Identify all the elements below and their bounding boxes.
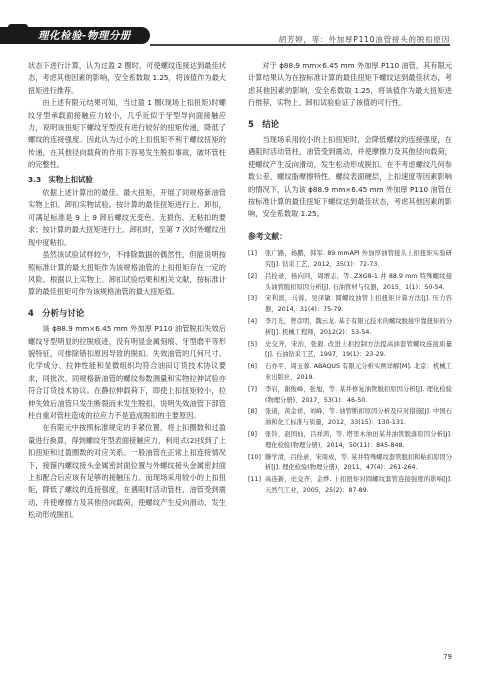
reference-number: [6] xyxy=(248,363,257,371)
reference-item xyxy=(248,475,452,497)
journal-name: 理化检验-物理分册 xyxy=(38,30,131,42)
reference-number: [5] xyxy=(248,340,257,348)
reference-item xyxy=(248,385,452,407)
reference-item xyxy=(248,272,452,294)
reference-item xyxy=(248,430,452,452)
paragraph: 虽然该试验试样较少，不排除数据的偶然性，但能说明按照标准计算的最大扭矩作为该规格油管的上扣扭矩存在一定的风险。根据以上实物上、卸扣试验结果和相关文献，按标准计算的最佳扭矩可作为该规格油管的最大扭矩值。 xyxy=(28,250,226,297)
reference-number: [1] xyxy=(248,250,257,258)
paragraph: 当现场采用较小的上扣扭矩时，会降低螺纹的连接强度，在遇阻时活动管柱，油管受到震动，并使摩擦力及其他径向载荷，使螺纹产生反向滑动，发生松动形成脱扣。在不考虑螺纹几何参数公差、螺纹脂摩擦特性、螺纹表面硬层，上扣速度等因素影响的情况下，认为该 ϕ88.9 mm×6.45 mm 外加厚 P110 油管在按标准计算的最佳扭矩下螺纹达到最佳状态，考虑其他因素的影响，安全系数取 1.25。 xyxy=(248,135,452,219)
reference-text: 张铃，赵国仙，吕祥鸿，等. 塔里木油田某井油管脱落原因分析[J]. 理化检验(物理分册)，2014，50(11)：845-848. xyxy=(265,431,452,449)
page-header xyxy=(0,0,480,50)
section-heading-3-3: 3.3 实物上扣试验 xyxy=(28,174,93,184)
paragraph: 该 ϕ88.9 mm×6.45 mm 外加厚 P110 油管脱扣失效后螺纹牙型明显的拉脱痕迹，没有明显金属刻痕、牙型磨平等形貌特征，可排除错扣原因导致的脱扣。失效油管的几何尺寸、化学成分、拉伸性能和显微组织均符合油田订货技术协议要求，同批次、同规格新油管的螺纹参数测量和实物拉伸试验亦符合订货技术协议。在静拉伸载荷下，即使上扣扭矩较小，拉伸失效后油管只发生断裂而未发生脱扣，说明失效油管下部管柱自重对管柱造成的拉应力不是造成脱扣的主要原因。 xyxy=(28,324,226,420)
reference-number: [11] xyxy=(248,476,261,484)
paragraph: 由上述有限元结果可知，当过盈 1 圈(现场上扣扭矩)时螺纹牙型承载面接触应力较小，几乎近似于牙型导向面接触应力，说明该扭矩下螺纹牙型没有进行较好的扭矩传递，降低了螺纹的连接强度。因此认为过小的上扣扭矩不利于螺纹扭矩的传递，在其他径向载荷的作用下容易发生脱扣事故，破坏管柱的完整性。 xyxy=(28,98,226,170)
reference-item xyxy=(248,317,452,339)
reference-text: 张道，黄金祥，刘峰，等. 油管断扣原因分析及应对措施[J]. 中国石油和化工标准与质量，2012，33(15)：130-131. xyxy=(265,408,452,427)
left-column xyxy=(28,60,226,522)
reference-text: 张广路，杨鹏，韩军. 89 mmAPI 外加厚油管接头上扣扭矩实验研究[J]. 钻采工艺，2012，35(1)：72-73. xyxy=(265,250,452,269)
reference-number: [3] xyxy=(248,295,257,303)
reference-item xyxy=(248,249,452,271)
references-heading: 参考文献： xyxy=(248,231,287,241)
reference-item xyxy=(248,362,452,384)
reference-text: 史交齐，宋治，张毅. 改进上扣控制方法提高油套管螺纹连接质量[J]. 石油钻采工艺，1997，19(1)：23-29. xyxy=(265,340,452,359)
reference-text: 石亦平，周玉蓉. ABAQUS 有限元分析实例详解[M]. 北京：机械工业出版社，2019. xyxy=(265,363,452,382)
reference-number: [8] xyxy=(248,408,257,416)
reference-text: 李岩，谢俊峰，张旭，等. 某井修复油管脱扣原因分析[J]. 理化检验(物理分册)，2017，53(1)：46-50. xyxy=(265,385,452,404)
reference-number: [10] xyxy=(248,453,261,461)
paragraph: 状态下进行计算，认为过盈 2 圈时，可使螺纹连接达到最佳状态，考虑其他因素的影响，安全系数取 1.25，将该值作为最大扭矩进行推荐。 xyxy=(28,61,226,95)
page-number: 79 xyxy=(443,653,452,661)
running-title: 胡芳婷，等：外加厚P110油管接头的脱扣原因 xyxy=(278,35,450,44)
reference-number: [2] xyxy=(248,272,257,280)
reference-item xyxy=(248,294,452,316)
reference-item xyxy=(248,453,452,475)
reference-text: 滕学清，吕拴录，宋周成，等. 某井特殊螺纹套管脱扣和粘扣原因分析[J]. 理化检验(物理分册)，2011，47(4)：261-264. xyxy=(265,453,452,472)
paragraph: 在有限元中按照标准规定的手紧位置，将上扣圈数和过盈量进行换算，得到螺纹牙型表面接触应力，利用式(2)找到了上扣扭矩和过盈圈数的对应关系。一般油管在正常上扣连接情况下，接箍内螺纹接头金属密封面位置与外螺纹接头金属密封面上扣配合后应该有足够的接触压力。而现场采用较小的上扣扭矩，降低了螺纹的连接强度，在遇阻时活动管柱，油管受到震动，并使摩擦力及其他径向载荷，使螺纹产生反向滑动，发生松动形成脱扣。 xyxy=(28,423,226,520)
reference-number: [4] xyxy=(248,318,257,326)
reference-number: [9] xyxy=(248,431,257,439)
right-column xyxy=(248,60,452,498)
reference-text: 宋利滨，马蓉，吴泽敏. 圆螺纹油管上扣扭矩计算方法[J]. 压力容器，2014，31(4)：75-79. xyxy=(265,295,452,314)
section-heading-4: 4 分析与讨论 xyxy=(28,307,85,318)
section-heading-5: 5 结论 xyxy=(248,118,279,129)
reference-text: 李月光，曾彦明，魏云龙. 基于有限元技术的螺纹脱接牢靠扭矩的分析[J]. 机械工程师，2012(2)：53-54. xyxy=(265,318,452,336)
paragraph: 依据上述计算出的最佳、最大扭矩，开展了同规格新油管实物上扣、卸扣实物试验。按计算的最佳扭矩进行上、卸扣，可满足标准是 9 上 9 卸后螺纹无变色、无损伤、无粘扣的要求；按计算的最大扭矩进行上、卸扣时，至第 7 次时外螺纹出现中度粘扣。 xyxy=(28,188,226,247)
reference-list xyxy=(248,249,452,497)
reference-item xyxy=(248,340,452,362)
reference-text: 高连新，史交齐，金烨. 上扣扭矩对圆螺纹套管连接强度的影响[J]. 天然气工业，2005，25(2)：87-89. xyxy=(265,476,452,495)
reference-item xyxy=(248,407,452,429)
journal-banner xyxy=(0,27,150,44)
paragraph: 对于 ϕ88.9 mm×6.45 mm 外加厚 P110 油管，其有限元计算结果认为在按标准计算的最佳扭矩下螺纹达到最佳状态，考虑其他因素的影响，安全系数取 1.25，将该值作为最大扭矩进行推荐，实物上、卸扣试验验证了该值的可行性。 xyxy=(248,61,452,108)
reference-number: [7] xyxy=(248,385,257,393)
reference-text: 吕拴录，杨向同，周增志，等. ZXG8-1 井 88.9 mm 特殊螺纹接头油管脱扣原因分析[J]. 石油管材与仪器，2015，1(1)：50-54. xyxy=(265,272,452,291)
